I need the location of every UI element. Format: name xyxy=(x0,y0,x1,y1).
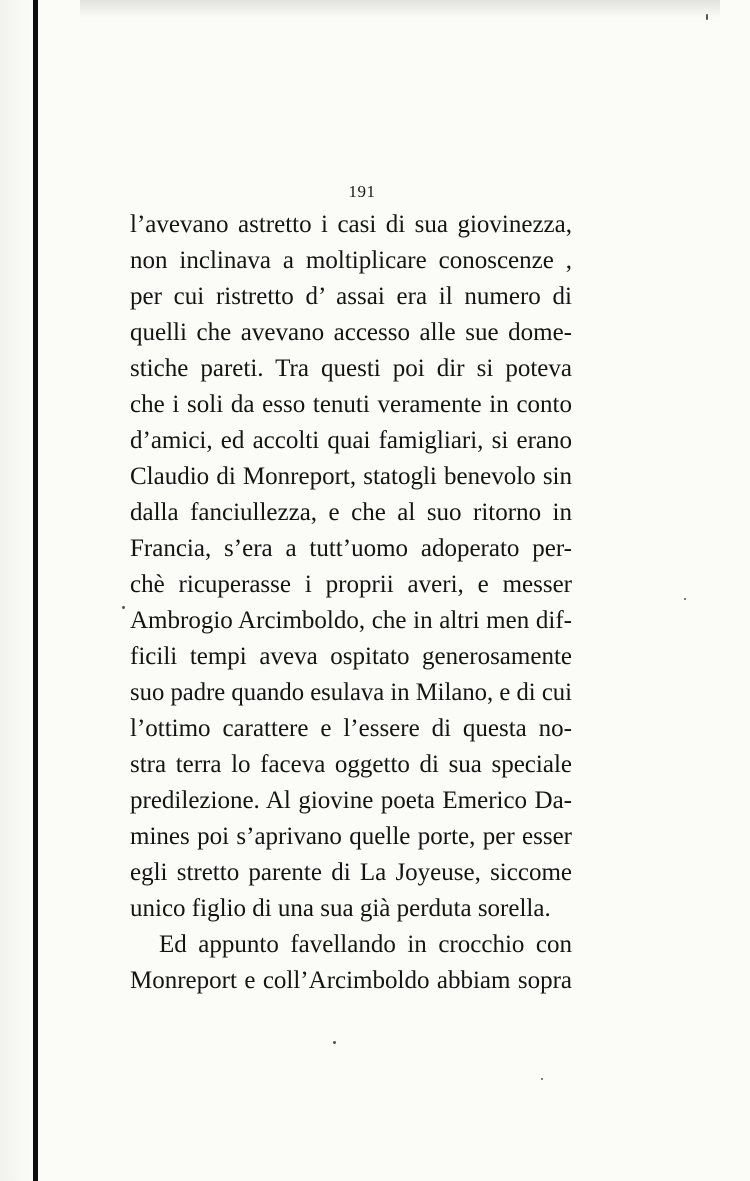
paper-speck xyxy=(333,1041,336,1044)
paper-speck xyxy=(541,1078,543,1080)
text-line: d’amici, ed accolti quai famigliari, si erano xyxy=(130,427,572,454)
text-line: ficili tempi aveva ospitato generosamente xyxy=(130,643,572,670)
top-edge-shading xyxy=(80,0,720,18)
text-line: mines poi s’aprivano quelle porte, per esser xyxy=(130,823,572,850)
text-line: Ambrogio Arcimboldo, che in altri men dif- xyxy=(130,607,572,634)
text-line: predilezione. Al giovine poeta Emerico Da- xyxy=(130,787,572,814)
text-line: suo padre quando esulava in Milano, e di cui xyxy=(130,679,572,706)
text-line: quelli che avevano accesso alle sue dome- xyxy=(130,319,572,346)
paper-speck xyxy=(706,14,708,20)
text-line: stiche pareti. Tra questi poi dir si poteva xyxy=(130,355,572,382)
text-line: l’avevano astretto i casi di sua giovinezza, xyxy=(130,211,572,238)
text-line: che i soli da esso tenuti veramente in conto xyxy=(130,391,572,418)
binding-shadow xyxy=(0,0,33,1181)
binding-edge xyxy=(33,0,38,1181)
text-line: l’ottimo carattere e l’essere di questa no- xyxy=(130,715,572,742)
text-line: Monreport e coll’Arcimboldo abbiam sopra xyxy=(130,967,572,994)
body-text xyxy=(130,207,572,999)
text-line: dalla fanciullezza, e che al suo ritorno in xyxy=(130,499,572,526)
paper-speck xyxy=(684,598,686,600)
page-number: 191 xyxy=(348,182,376,201)
paper-speck xyxy=(122,606,125,609)
text-line: stra terra lo faceva oggetto di sua speciale xyxy=(130,751,572,778)
text-line: non inclinava a moltiplicare conoscenze , xyxy=(130,247,572,274)
text-line: per cui ristretto d’ assai era il numero di xyxy=(130,283,572,310)
text-line: Claudio di Monreport, statogli benevolo sin xyxy=(130,463,572,490)
text-line: chè ricuperasse i proprii averi, e messer xyxy=(130,571,572,598)
paragraph-first-line: Ed appunto favellando in crocchio con xyxy=(159,931,572,958)
text-line: Francia, s’era a tutt’uomo adoperato per- xyxy=(130,535,572,562)
text-line: unico figlio di una sua già perduta sorella. xyxy=(130,895,551,922)
text-line: egli stretto parente di La Joyeuse, siccome xyxy=(130,859,572,886)
